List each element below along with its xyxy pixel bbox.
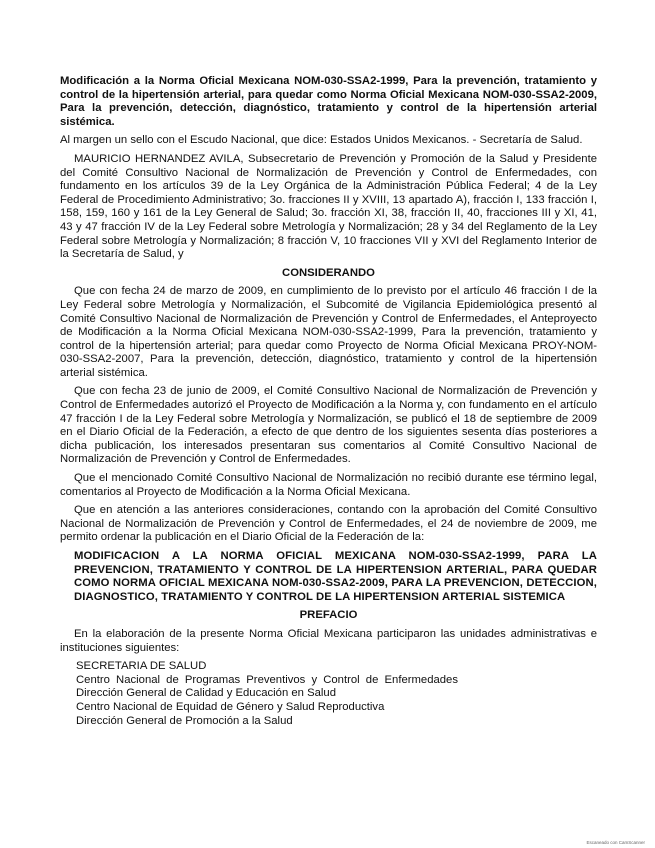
institutions-list: [76, 660, 458, 728]
institution-item: Dirección General de Promoción a la Salud: [76, 714, 293, 727]
intro-paragraph: MAURICIO HERNANDEZ AVILA, Subsecretario de Prevención y Promoción de la Salud y Presidente del Comité Consultivo Nacional de Normalización de Prevención y Control de Enfermedades, con fundamento en los artículos 39 de la Ley Orgánica de la Administración Pública Federal; 4 de la Ley Federal de Procedimiento Administrativo; 3o. fracciones II y XVIII, 13 apartado A), fracción I, 133 fracción I, 158, 159, 160 y 161 de la Ley General de Salud; 3o. fracción XI, 38, fracción II, 40, fracciones III y XI, 41, 43 y 47 fracción IV de la Ley Federal sobre Metrología y Normalización; 28 y 34 del Reglamento de la Ley Federal sobre Metrología y Normalización; 8 fracción V, 10 fracciones VII y XVI del Reglamento Interior de la Secretaría de Salud, y: [60, 152, 597, 261]
institution-item: Centro Nacional de Equidad de Género y Salud Reproductiva: [76, 700, 385, 713]
considerando-paragraph-4: Que en atención a las anteriores consideraciones, contando con la aprobación del Comité Consultivo Nacional de Normalización de Prevención y Control de Enfermedades, el 24 de noviembre de 2009, me permito ordenar la publicación en el Diario Oficial de la Federación de la:: [60, 504, 597, 544]
scanner-watermark: Escaneado con CamScanner: [586, 840, 645, 845]
considerando-paragraph-1: Que con fecha 24 de marzo de 2009, en cumplimiento de lo previsto por el artículo 46 fracción I de la Ley Federal sobre Metrología y Normalización, el Subcomité de Vigilancia Epidemiológica presentó al Comité Consultivo Nacional de Normalización de Prevención y Control de Enfermedades, el Anteproyecto de Modificación a la Norma Oficial Mexicana NOM-030-SSA2-1999, Para la prevención, tratamiento y control de la hipertensión arterial; para quedar como Proyecto de Norma Oficial Mexicana PROY-NOM-030-SSA2-2007, Para la prevención, detección, diagnóstico, tratamiento y control de la hipertensión arterial sistémica.: [60, 285, 597, 379]
document-page: [60, 75, 597, 728]
document-title: Modificación a la Norma Oficial Mexicana NOM-030-SSA2-1999, Para la prevención, tratamiento y control de la hipertensión arterial, para quedar como Norma Oficial Mexicana NOM-030-SSA2-2009, Para la prevención, detección, diagnóstico, tratamiento y control de la hipertensión arterial sistémica.: [60, 75, 597, 128]
considerando-paragraph-2: Que con fecha 23 de junio de 2009, el Comité Consultivo Nacional de Normalización de Prevención y Control de Enfermedades autorizó el Proyecto de Modificación a la Norma y, con fundamento en el artículo 47 fracción I de la Ley Federal sobre Metrología y Normalización, se publicó el 18 de septiembre de 2009 en el Diario Oficial de la Federación, a efecto de que dentro de los siguientes sesenta días posteriores a dicha publicación, los interesados presentaran sus comentarios al Comité Consultivo Nacional de Normalización de Prevención y Control de Enfermedades.: [60, 385, 597, 466]
considerando-heading: CONSIDERANDO: [282, 266, 375, 279]
prefacio-paragraph: En la elaboración de la presente Norma Oficial Mexicana participaron las unidades administrativas e instituciones siguientes:: [60, 627, 597, 654]
prefacio-heading: PREFACIO: [299, 609, 358, 622]
institution-item: SECRETARIA DE SALUD: [76, 660, 207, 673]
decree-title: MODIFICACION A LA NORMA OFICIAL MEXICANA NOM-030-SSA2-1999, PARA LA PREVENCION, TRATAMIENTO Y CONTROL DE LA HIPERTENSION ARTERIAL, PARA QUEDAR COMO NORMA OFICIAL MEXICANA NOM-030-SSA2-2009, PARA LA PREVENCION, DETECCION, DIAGNOSTICO, TRATAMIENTO Y CONTROL DE LA HIPERTENSION ARTERIAL SISTEMICA: [74, 550, 597, 603]
seal-note: Al margen un sello con el Escudo Nacional, que dice: Estados Unidos Mexicanos. - Secretaría de Salud.: [60, 134, 583, 147]
considerando-paragraph-3: Que el mencionado Comité Consultivo Nacional de Normalización no recibió durante ese término legal, comentarios al Proyecto de Modificación a la Norma Oficial Mexicana.: [60, 472, 597, 498]
institution-item: Centro Nacional de Programas Preventivos y Control de Enfermedades Dirección General de Calidad y Educación en Salud: [76, 673, 458, 700]
